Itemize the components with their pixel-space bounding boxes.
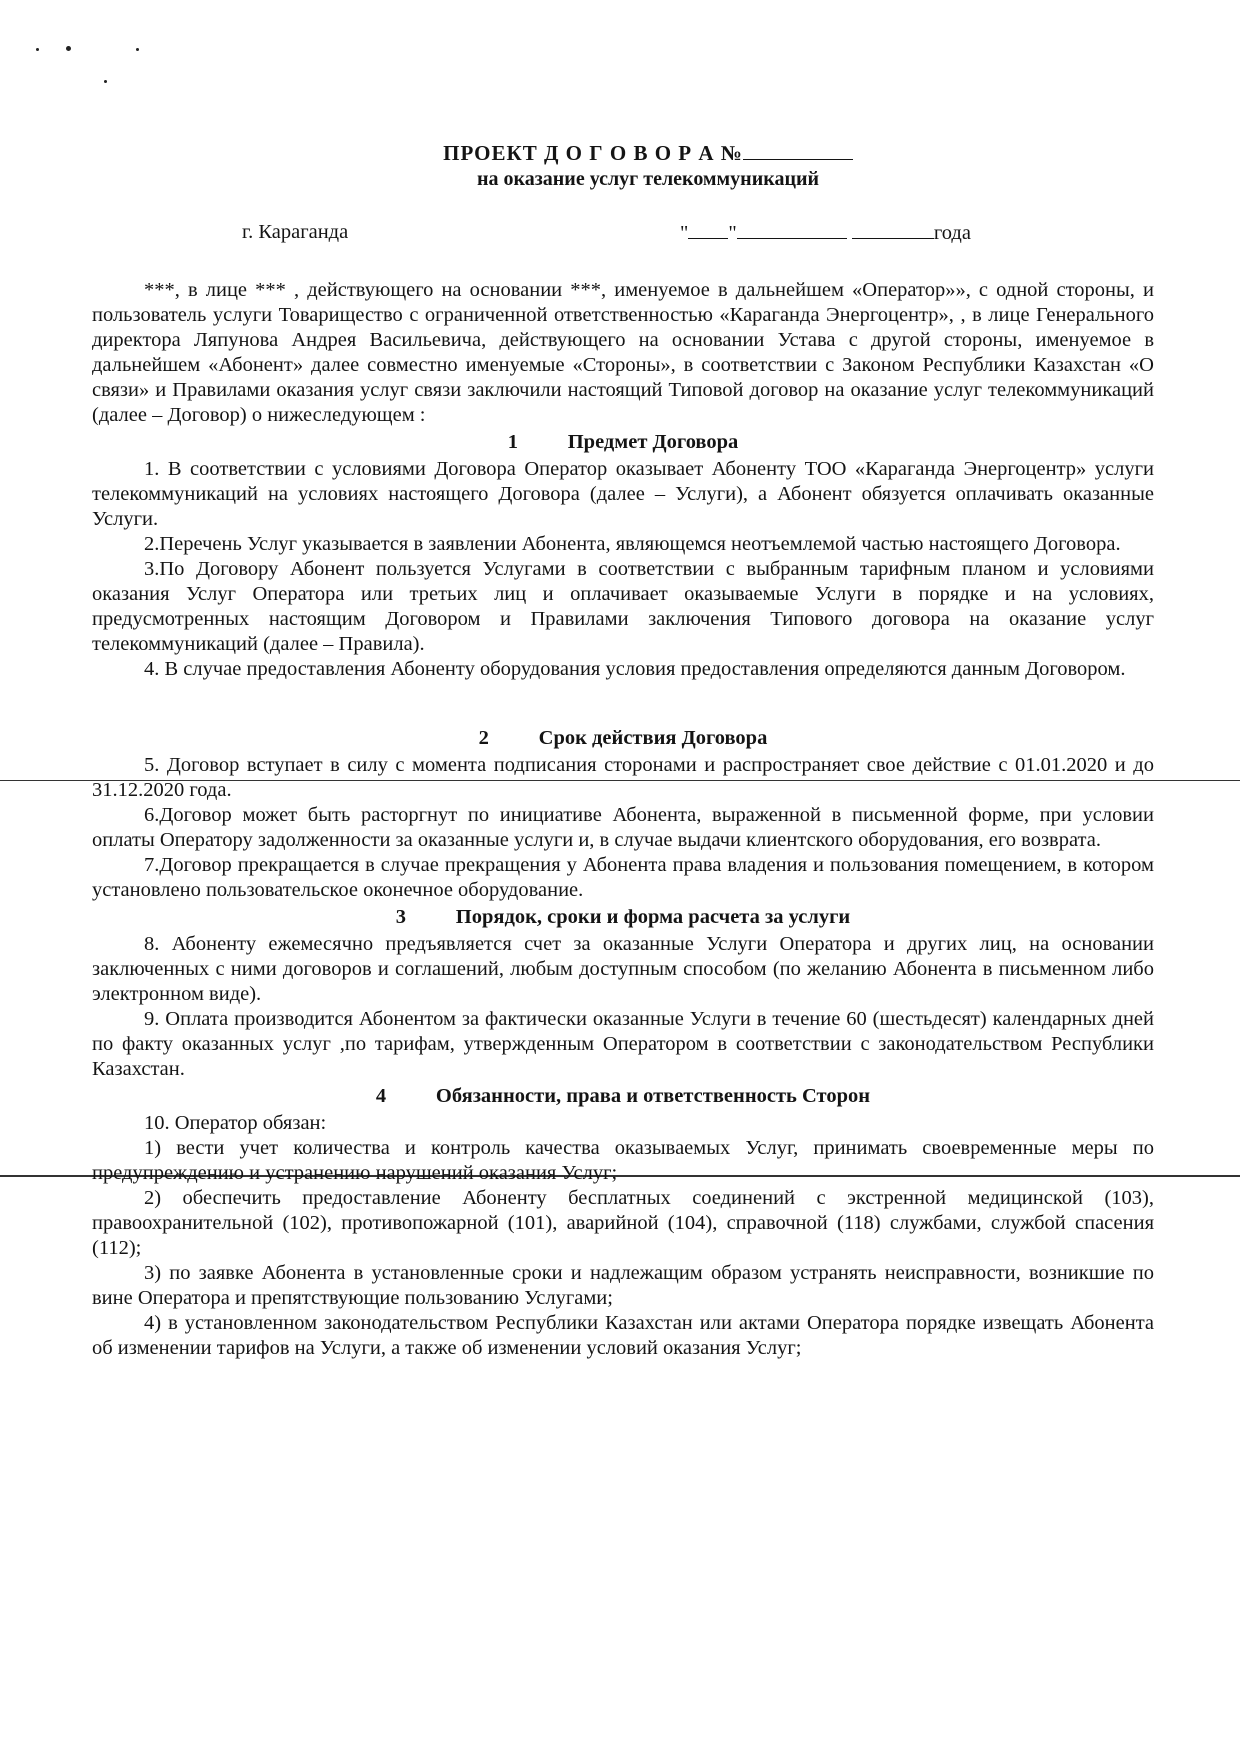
clause-paragraph: 9. Оплата производится Абонентом за фактически оказанные Услуги в течение 60 (шестьдесят) календарных дней по факту оказанных услуг ,по тарифам, утвержденным Оператором в соответствии с законодательством Республики Казахстан. — [92, 1008, 1154, 1080]
section-number: 4 — [375, 1085, 387, 1107]
section-number: 3 — [395, 906, 407, 928]
section-number: 2 — [478, 727, 489, 749]
section-title: Срок действия Договора — [538, 727, 768, 749]
section-number: 1 — [507, 431, 518, 453]
scan-speck — [36, 48, 39, 51]
month-blank — [737, 220, 847, 239]
scan-speck — [136, 48, 139, 51]
clause-paragraph: 8. Абоненту ежемесячно предъявляется счет за оказанные Услуги Оператора и других лиц, на основании заключенных с ними договоров и соглашений, любым доступным способом (по желанию Абонента в письменном либо электронном виде). — [92, 933, 1154, 1005]
year-blank — [852, 220, 934, 239]
clause-paragraph: 7.Договор прекращается в случае прекращения у Абонента права владения и пользования помещением, в котором установлено пользовательское оконечное оборудование. — [92, 854, 1154, 901]
clause-paragraph: 4. В случае предоставления Абоненту оборудования условия предоставления определяются данным Договором. — [144, 658, 1126, 680]
section-heading — [92, 905, 1154, 930]
clause-paragraph: 2) обеспечить предоставление Абоненту бесплатных соединений с экстренной медицинской (103), правоохранительной (102), противопожарной (101), аварийной (104), справочной (118) службами, службой спасения (112); — [92, 1187, 1154, 1259]
date-quote-open: " — [680, 222, 689, 244]
contract-document — [92, 140, 1154, 1361]
section-heading — [92, 726, 1154, 751]
section-heading — [92, 1084, 1154, 1109]
document-subtitle: на оказание услуг телекоммуникаций — [476, 168, 820, 190]
section-title: Предмет Договора — [567, 431, 739, 453]
contract-number-blank — [743, 141, 853, 160]
clause-paragraph: 10. Оператор обязан: — [144, 1112, 327, 1134]
document-title-text: ПРОЕКТ Д О Г О В О Р А № — [443, 141, 743, 165]
clause-paragraph: 3) по заявке Абонента в установленные сроки и надлежащим образом устранять неисправности, возникшие по вине Оператора и препятствующие пользованию Услугами; — [92, 1262, 1154, 1309]
section-heading — [92, 430, 1154, 455]
document-title — [142, 140, 1154, 166]
day-blank — [688, 220, 728, 239]
clause-paragraph: 3.По Договору Абонент пользуется Услугами в соответствии с выбранным тарифным планом и условиями оказания Услуг Оператора или третьих лиц и оплачивает оказываемые Услуги в порядке и на условиях, предусмотренных настоящим Договором и Правилами заключения Типового договора на оказание услуг телекоммуникаций (далее – Правила). — [92, 558, 1154, 655]
section-title: Порядок, сроки и форма расчета за услуги — [455, 906, 851, 928]
section-title: Обязанности, права и ответственность Сторон — [435, 1085, 871, 1107]
date-line — [680, 220, 971, 246]
scan-speck — [104, 80, 107, 83]
city-label: г. Караганда — [242, 221, 349, 243]
document-header — [142, 140, 1154, 192]
clause-paragraph: 1. В соответствии с условиями Договора Оператор оказывает Абоненту ТОО «Караганда Энергоцентр» услуги телекоммуникаций на условиях настоящего Договора (далее – Услуги), а Абонент обязуется оплачивать оказанные Услуги. — [92, 458, 1154, 530]
clause-paragraph: 4) в установленном законодательством Республики Казахстан или актами Оператора порядке извещать Абонента об изменении тарифов на Услуги, а также об изменении условий оказания Услуг; — [92, 1312, 1154, 1359]
section-spacer — [92, 682, 1154, 724]
clause-paragraph: 6.Договор может быть расторгнут по инициативе Абонента, выраженной в письменной форме, при условии оплаты Оператору задолженности за оказанные услуги и, в случае выдачи клиентского оборудования, его возврата. — [92, 804, 1154, 851]
clause-paragraph: 5. Договор вступает в силу с момента подписания сторонами и распространяет свое действие с 01.01.2020 и до 31.12.2020 года. — [92, 754, 1154, 801]
year-word: года — [933, 222, 971, 244]
clause-paragraph: 2.Перечень Услуг указывается в заявлении Абонента, являющемся неотъемлемой частью настоящего Договора. — [144, 533, 1121, 555]
scan-speck — [66, 46, 71, 51]
date-quote-close: " — [728, 222, 737, 244]
preamble-paragraph: ***, в лице *** , действующего на основании ***, именуемое в дальнейшем «Оператор»», с одной стороны, и пользователь услуги Товарищество с ограниченной ответственностью «Караганда Энергоцентр», , в лице Генерального директора Ляпунова Андрея Васильевича, действующего на основании Устава с другой стороны, именуемое в дальнейшем «Абонент» далее совместно именуемые «Стороны», в соответствии с Законом Республики Казахстан «О связи» и Правилами оказания услуг связи заключили настоящий Типовой договор на оказание услуг телекоммуникаций (далее – Договор) о нижеследующем : — [92, 279, 1154, 426]
clause-paragraph: 1) вести учет количества и контроль качества оказываемых Услуг, принимать своевременные меры по предупреждению и устранению нарушений оказания Услуг; — [92, 1137, 1154, 1184]
place-date-row — [92, 220, 1154, 254]
